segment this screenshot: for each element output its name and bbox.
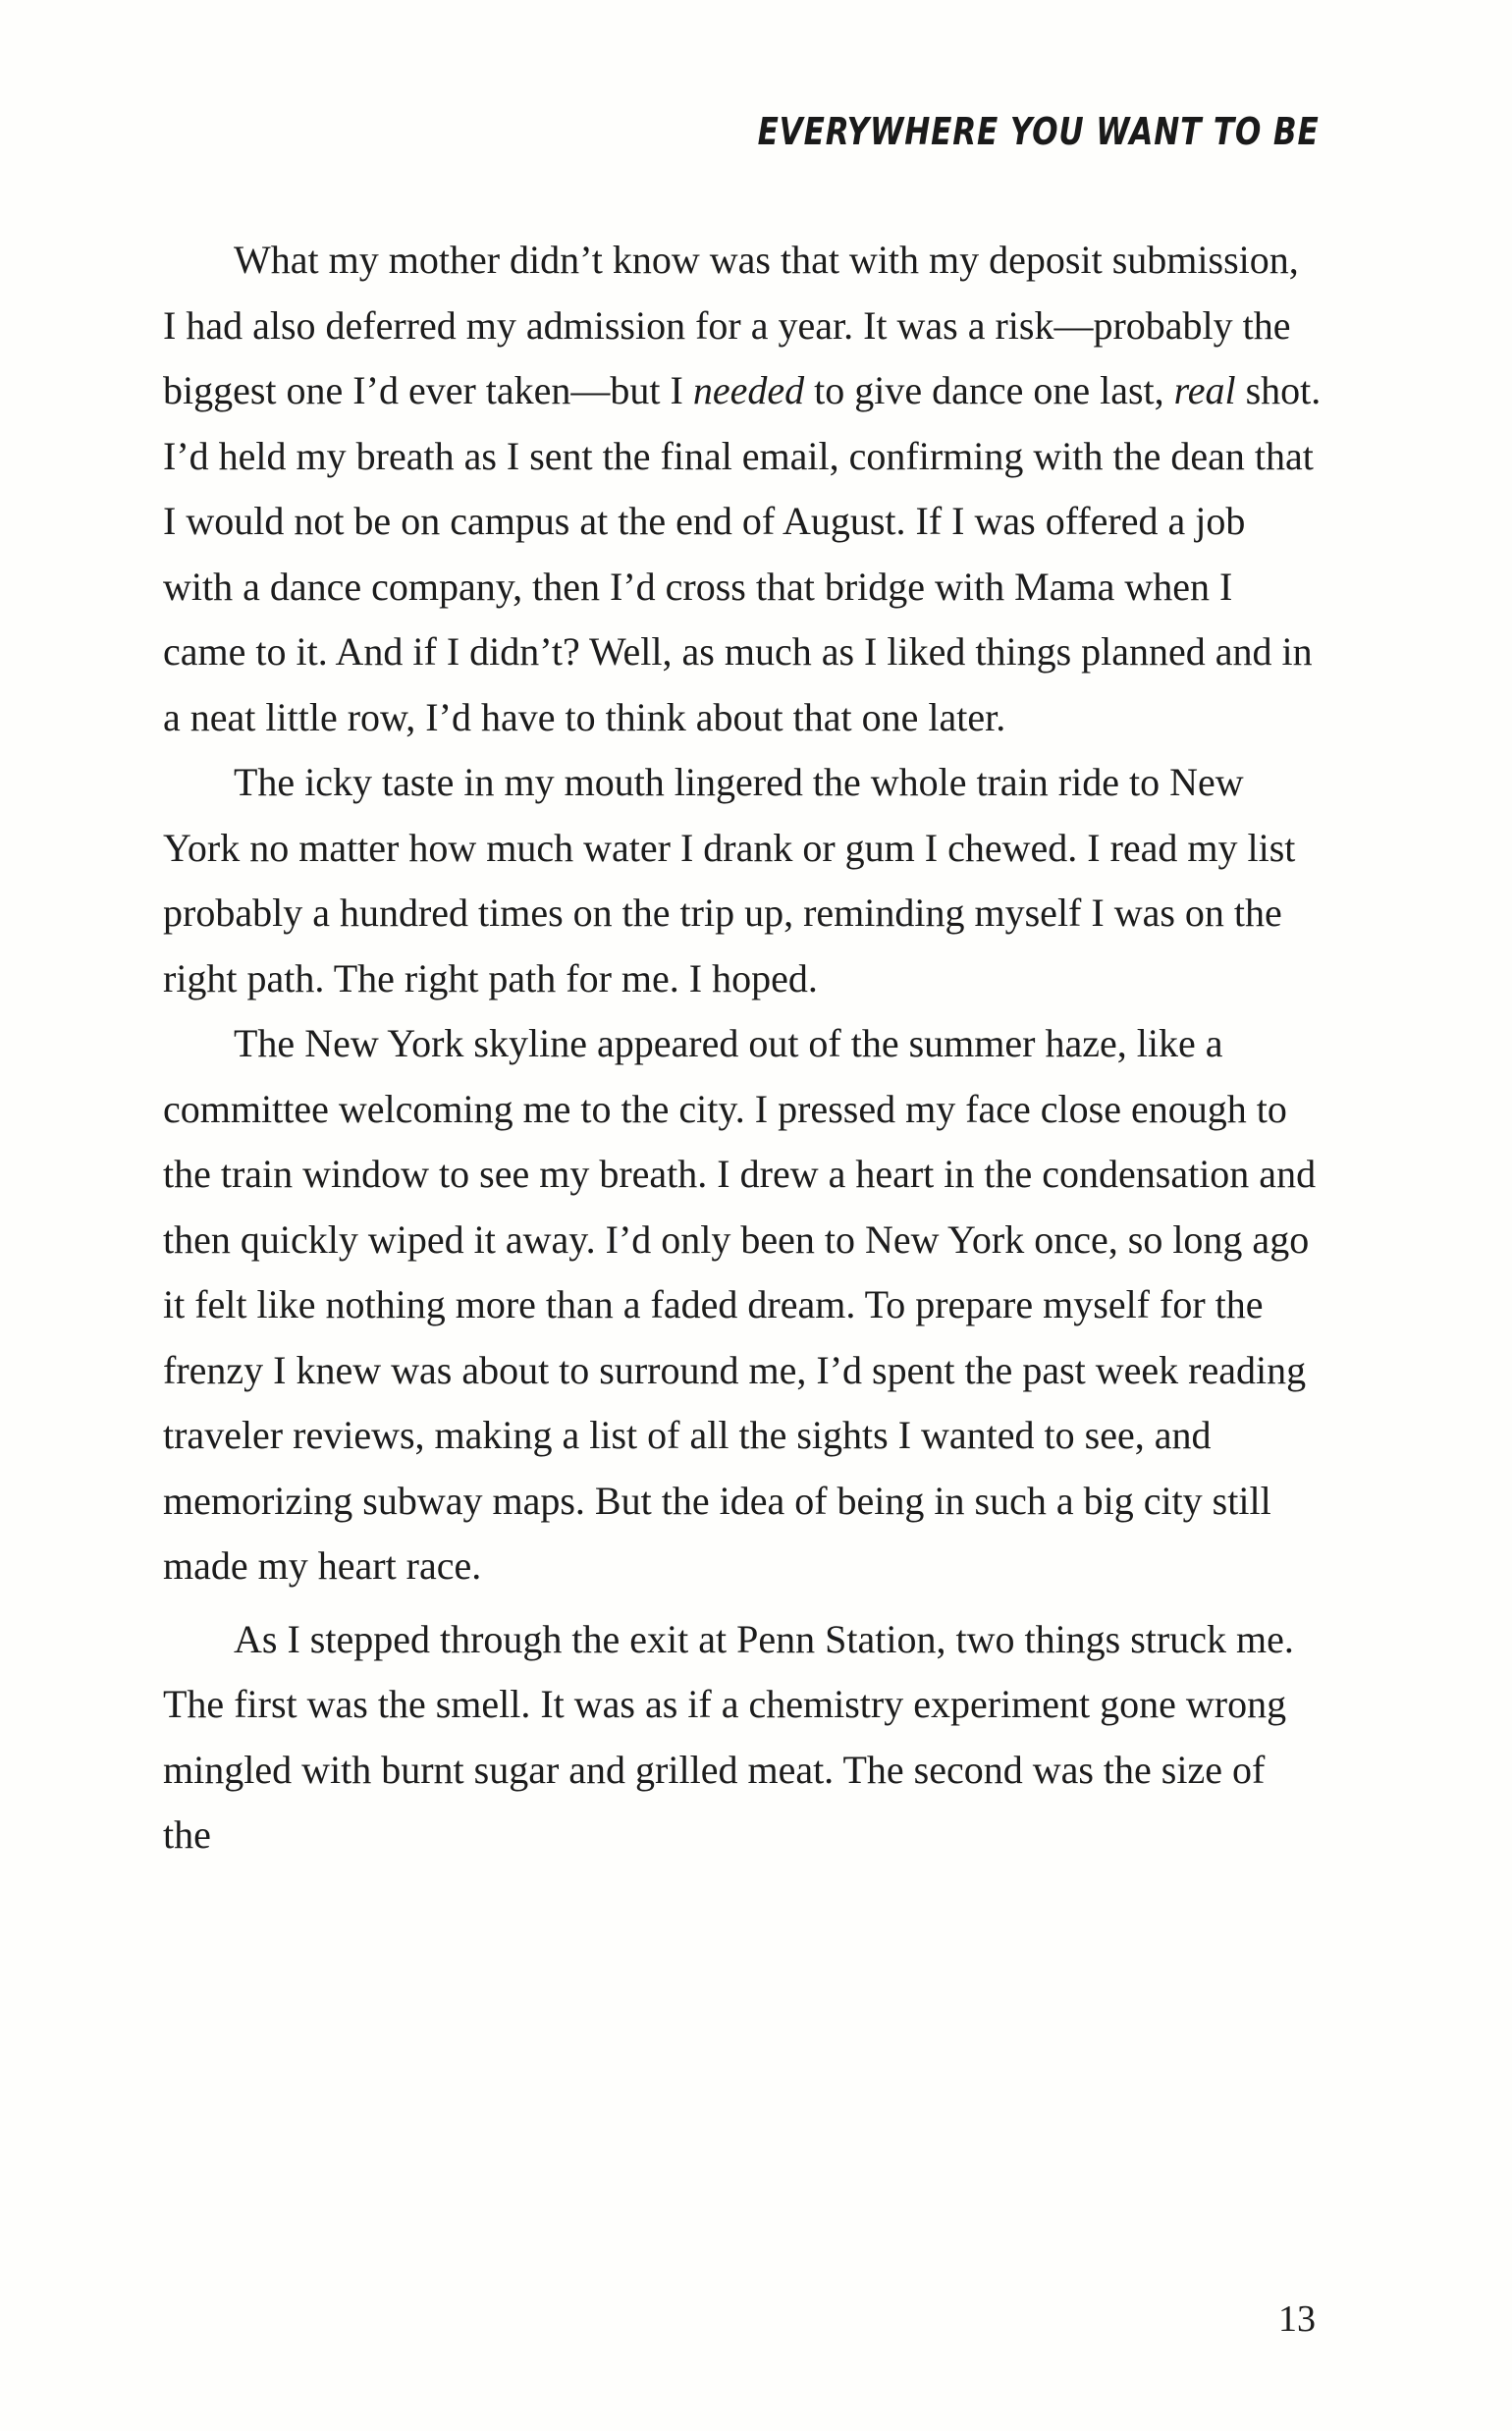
paragraph-3: The New York skyline appeared out of the summer haze, like a committee welcoming me to the city. I pressed my face close enough to the train window to see my breath. I drew a heart in the condensation and then quickly wiped it away. I’d only been to New York once, so long ago it felt like nothing more than a faded dream. To prepare myself for the frenzy I knew was about to surround me, I’d spent the past week reading traveler reviews, making a list of all the sights I wanted to see, and memorizing subway maps. But the idea of being in such a big city still made my heart race. xyxy=(163,1021,1317,1588)
paragraph-1 xyxy=(163,228,1322,750)
paragraph-2: The icky taste in my mouth lingered the whole train ride to New York no matter how much water I drank or gum I chewed. I read my list probably a hundred times on the trip up, reminding myself I was on the right path. The right path for me. I hoped. xyxy=(163,760,1296,1000)
text-segment: What my mother didn’t know was that with my deposit submission, I had also deferred my admission for a year. It was a risk—probably the biggest one I’d ever taken—but I xyxy=(163,238,1299,412)
emphasis-needed: needed xyxy=(692,368,805,412)
text-segment: to give dance one last, xyxy=(804,368,1174,412)
body-text xyxy=(163,228,1322,1868)
page-number: 13 xyxy=(1278,2298,1316,2340)
running-head: EVERYWHERE YOU WANT TO BE xyxy=(757,110,1320,153)
text-segment: shot. I’d held my breath as I sent the final email, confirming with the dean that I would not be on campus at the end of August. If I was offered a job with a dance company, then I’d cross that bridge with Mama when I came to it. And if I didn’t? Well, as much as I liked things planned and in a neat little row, I’d have to think about that one later. xyxy=(163,368,1322,739)
paragraph-4: As I stepped through the exit at Penn Station, two things struck me. The first was the smell. It was as if a chemistry experiment gone wrong mingled with burnt sugar and grilled meat. The second was the size of the xyxy=(163,1616,1294,1857)
emphasis-real: real xyxy=(1173,368,1236,412)
